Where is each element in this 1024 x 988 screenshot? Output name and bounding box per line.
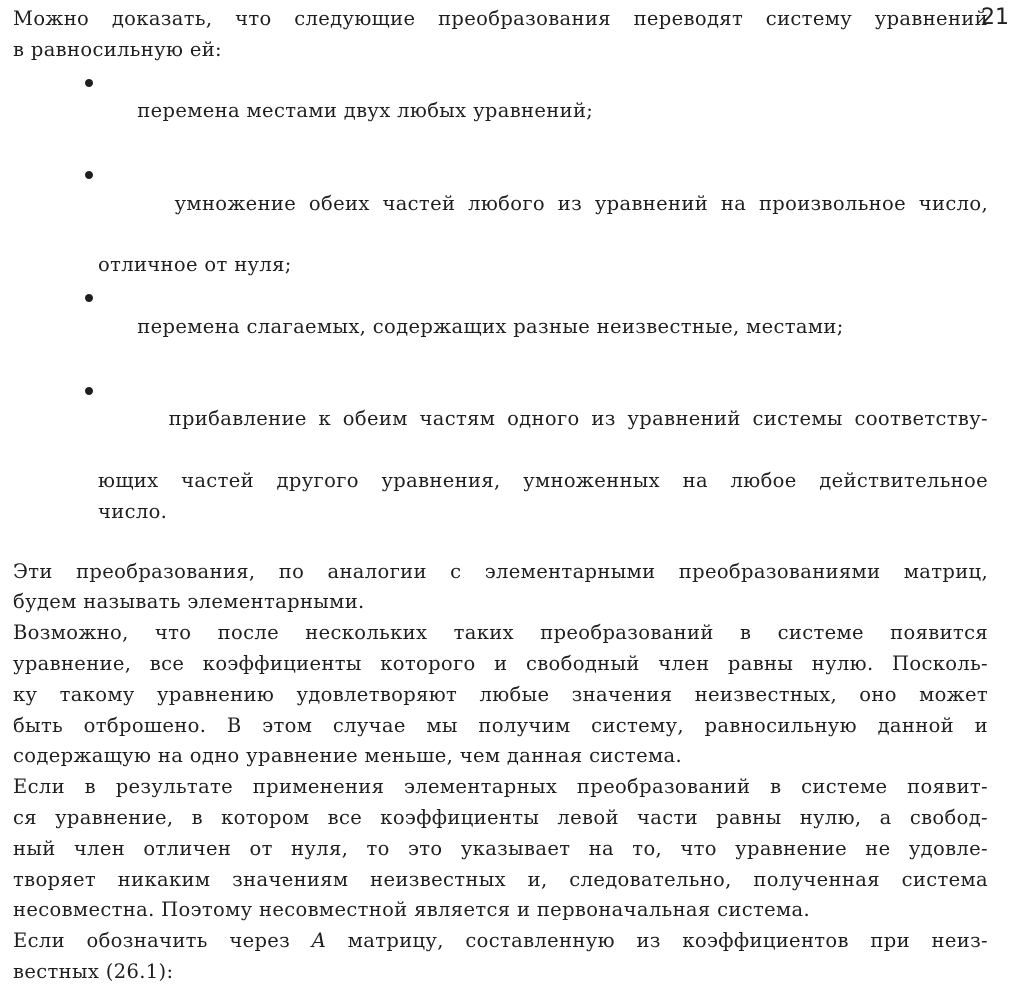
paragraph-2-line-4: быть отброшено. В этом случае мы получим систему, равносильную данной и — [13, 713, 988, 737]
bullet-item-4-line-2: ющих частей другого уравнения, умноженных на любое действительное — [98, 468, 988, 492]
bullet-icon — [85, 387, 93, 395]
paragraph-3-line-4: творяет никаким значениям неизвестных и, следовательно, полученная система — [13, 867, 988, 891]
bullet-item-2-line-2: отличное от нуля; — [98, 253, 292, 277]
bullet-item-2-line-1-wrap — [98, 158, 988, 250]
bullet-item-4-line-1: прибавление к обеим частям одного из уравнений системы соответству- — [168, 407, 988, 431]
bullet-item-2-line-1: умножение обеих частей любого из уравнений на произвольное число, — [174, 191, 988, 215]
bullet-icon — [85, 171, 93, 179]
paragraph-3-line-1: Если в результате применения элементарных преобразований в системе появит- — [13, 775, 988, 799]
paragraph-4-line-1 — [13, 926, 988, 957]
paragraph-4-text-before-variable: Если обозначить через — [13, 929, 312, 953]
bullet-item-4-line-1-wrap — [98, 374, 988, 466]
bullet-item-3-line-1: перемена слагаемых, содержащих разные неизвестные, местами; — [137, 314, 844, 338]
intro-line-2: в равносильную ей: — [13, 37, 222, 61]
bullet-icon — [85, 79, 93, 87]
bullet-item-3 — [98, 281, 988, 373]
paragraph-1-line-2: будем называть элементарными. — [13, 590, 365, 614]
paragraph-3-line-2: ся уравнение, в котором все коэффициенты левой части равны нулю, а свобод- — [13, 805, 988, 829]
paragraph-1-line-1: Эти преобразования, по аналогии с элементарными преобразованиями матриц, — [13, 559, 988, 583]
paragraph-3-line-5: несовместна. Поэтому несовместной является и первоначальная система. — [13, 898, 811, 922]
paragraph-2-line-5: содержащую на одно уравнение меньше, чем данная система. — [13, 744, 683, 768]
matrix-variable-a: A — [311, 929, 327, 953]
intro-line-1: Можно доказать, что следующие преобразования переводят систему уравнений — [13, 7, 988, 30]
bullet-item-1 — [98, 66, 988, 158]
paragraph-3-line-3: ный член отличен от нуля, то это указывает на то, что уравнение не удовле- — [13, 836, 988, 860]
bullet-icon — [85, 294, 93, 302]
bullet-item-1-line-1: перемена местами двух любых уравнений; — [137, 99, 594, 123]
body-text — [13, 4, 988, 988]
paragraph-gap — [13, 528, 988, 557]
paragraph-2-line-3: ку такому уравнению удовлетворяют любые значения неизвестных, оно может — [13, 682, 988, 706]
bullet-item-4-line-3: число. — [98, 499, 168, 523]
page-number: 21 — [981, 5, 1009, 30]
paragraph-4-line-2: вестных (26.1): — [13, 959, 174, 983]
paragraph-2-line-1: Возможно, что после нескольких таких преобразований в системе появится — [13, 621, 988, 645]
paragraph-2-line-2: уравнение, все коэффициенты которого и свободный член равны нулю. Посколь- — [13, 651, 988, 675]
paragraph-4-text-after-variable: матрицу, составленную из коэффициентов при неиз- — [326, 929, 988, 953]
